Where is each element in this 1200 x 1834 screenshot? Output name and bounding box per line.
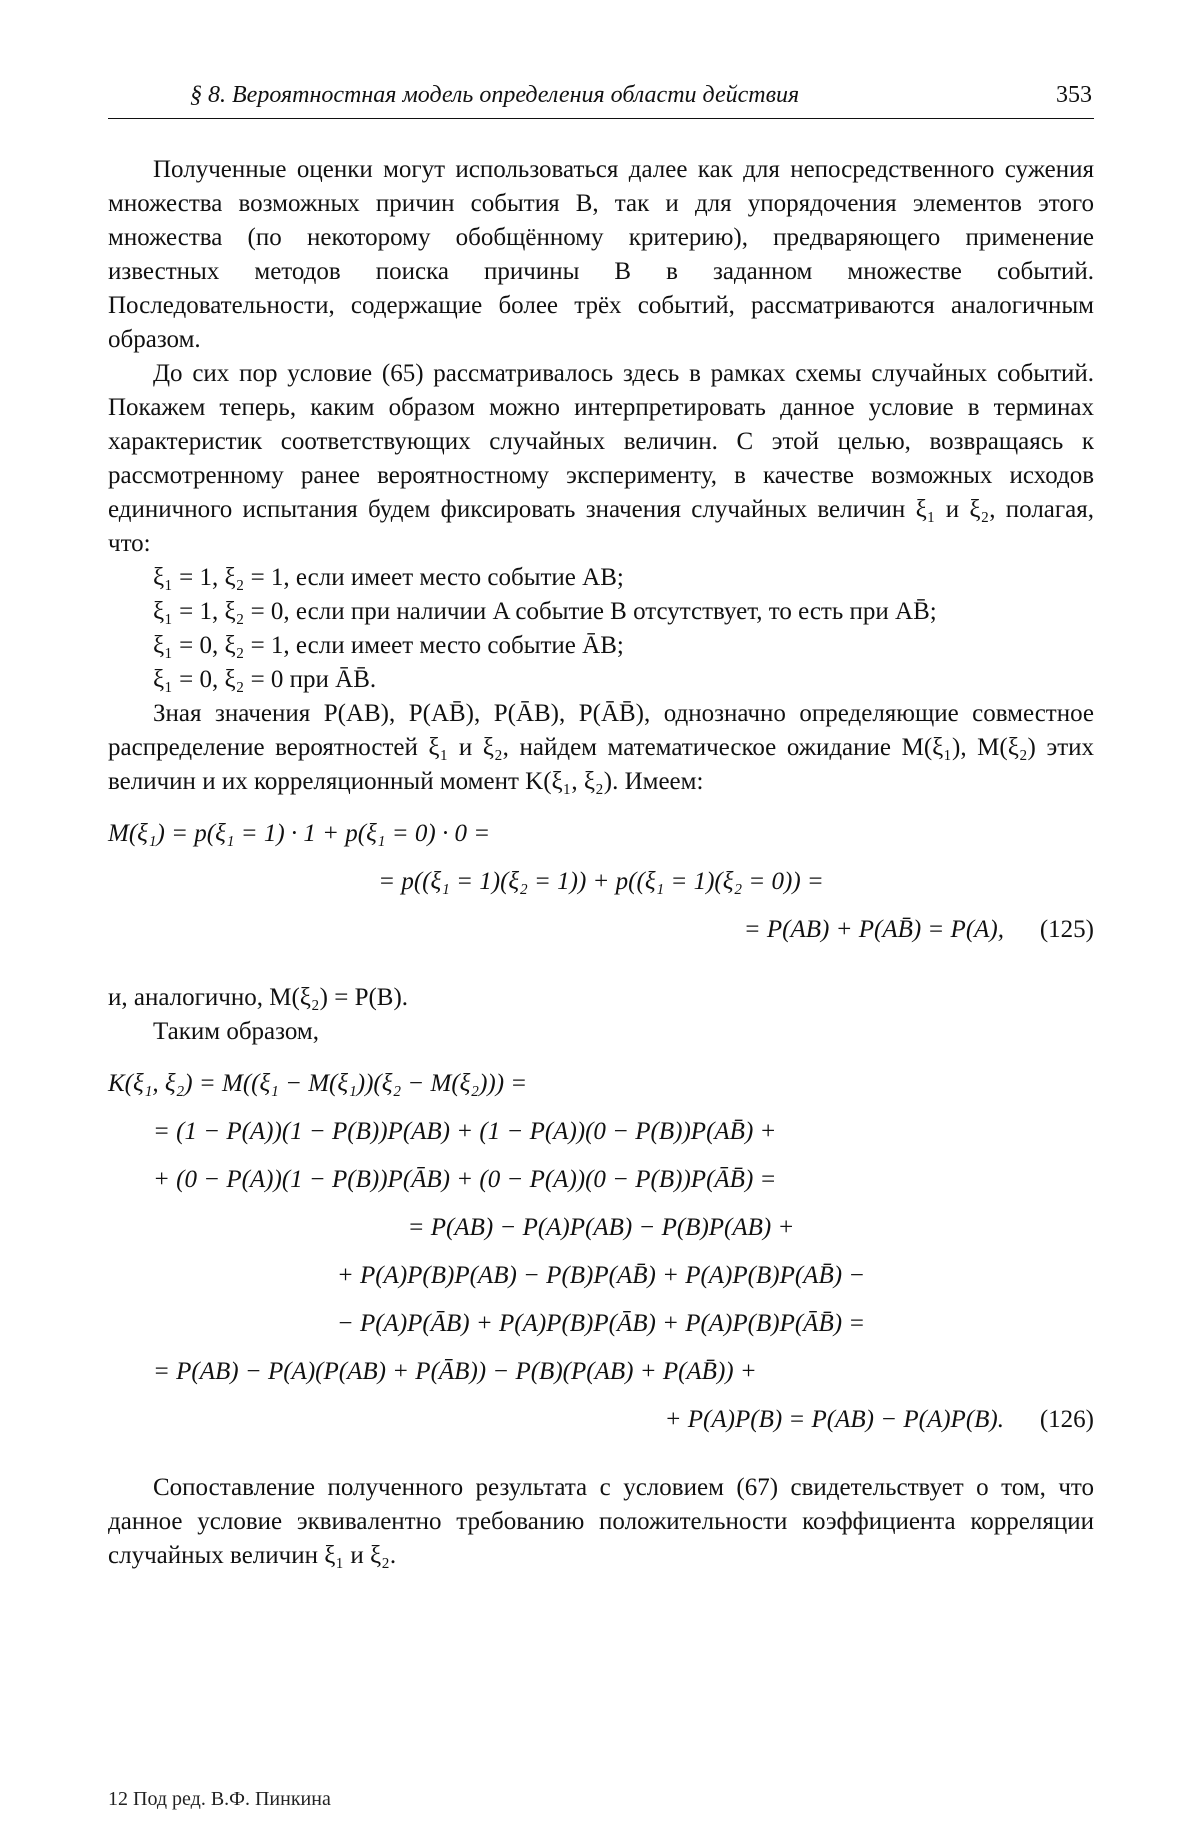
paragraph-6: Сопоставление полученного результата с условием (67) свидетельствует о том, что данное условие эквивалентно требованию положительности коэффициента корреляции случайных величин ξ₁ и ξ₂. [108,1474,1094,1569]
equation-126-line-1: K(ξ₁, ξ₂) = M((ξ₁ − M(ξ₁))(ξ₂ − M(ξ₂))) = [108,1070,528,1097]
equation-126-line-5: + P(A)P(B)P(AB) − P(B)P(AB̄) + P(A)P(B)P(AB̄) − [336,1262,866,1289]
equation-125-line-3: = P(AB) + P(AB̄) = P(A), [743,916,1004,943]
paragraph-4: и, аналогично, M(ξ₂) = P(B). [108,984,409,1011]
equation-126-line-2: = (1 − P(A))(1 − P(B))P(AB) + (1 − P(A))(0 − P(B))P(AB̄) + [153,1118,777,1145]
page [108,78,1094,1573]
page-number: 353 [1056,82,1092,108]
running-header [108,78,1094,119]
case-1: ξ₁ = 1, ξ₂ = 1, если имеет место событие AB; [153,564,624,591]
equation-number-125: (125) [1039,916,1094,943]
case-2: ξ₁ = 1, ξ₂ = 0, если при наличии A событие B отсутствует, то есть при AB̄; [153,598,937,625]
paragraph-1: Полученные оценки могут использоваться далее как для непосредственного сужения множества возможных причин события B, так и для упорядочения элементов этого множества (по некоторому обобщённому критерию), предваряющего применение известных методов поиска причины B в заданном множестве событий. Последовательности, содержащие более трёх событий, рассматриваются аналогичным образом. [108,156,1094,353]
paragraph-2: До сих пор условие (65) рассматривалось здесь в рамках схемы случайных событий. Покажем теперь, каким образом можно интерпретировать данное условие в терминах характеристик соответствующих случайных величин. С этой целью, возвращаясь к рассмотренному ранее вероятностному эксперименту, в качестве возможных исходов единичного испытания будем фиксировать значения случайных величин ξ₁ и ξ₂, полагая, что: [108,360,1094,557]
case-3: ξ₁ = 0, ξ₂ = 1, если имеет место событие ĀB; [153,632,624,659]
equation-125-line-1: M(ξ₁) = p(ξ₁ = 1) · 1 + p(ξ₁ = 0) · 0 = [108,820,491,847]
equation-125-line-2: = p((ξ₁ = 1)(ξ₂ = 1)) + p((ξ₁ = 1)(ξ₂ = 0)) = [378,868,824,895]
case-4: ξ₁ = 0, ξ₂ = 0 при ĀB̄. [153,666,377,693]
equation-number-126: (126) [1039,1406,1094,1433]
paragraph-5: Таким образом, [153,1018,319,1045]
equation-126-line-6: − P(A)P(ĀB) + P(A)P(B)P(ĀB) + P(A)P(B)P(ĀB̄) = [336,1310,866,1337]
equation-125 [108,817,1094,961]
equation-126-line-8: + P(A)P(B) = P(AB) − P(A)P(B). [664,1406,1004,1433]
footer-imprint: 12 Под ред. В.Ф. Пинкина [108,1788,331,1810]
equation-126-line-7: = P(AB) − P(A)(P(AB) + P(ĀB)) − P(B)(P(AB) + P(AB̄)) + [153,1358,757,1385]
equation-126-line-3: + (0 − P(A))(1 − P(B))P(ĀB) + (0 − P(A))(0 − P(B))P(ĀB̄) = [153,1166,777,1193]
paragraph-3: Зная значения P(AB), P(AB̄), P(ĀB), P(ĀB̄), однозначно определяющие совместное распределение вероятностей ξ₁ и ξ₂, найдем математическое ожидание M(ξ₁), M(ξ₂) этих величин и их корреляционный момент K(ξ₁, ξ₂). Имеем: [108,700,1094,795]
equation-126 [108,1067,1094,1451]
section-title: § 8. Вероятностная модель определения области действия [190,82,800,108]
equation-126-line-4: = P(AB) − P(A)P(AB) − P(B)P(AB) + [407,1214,795,1241]
